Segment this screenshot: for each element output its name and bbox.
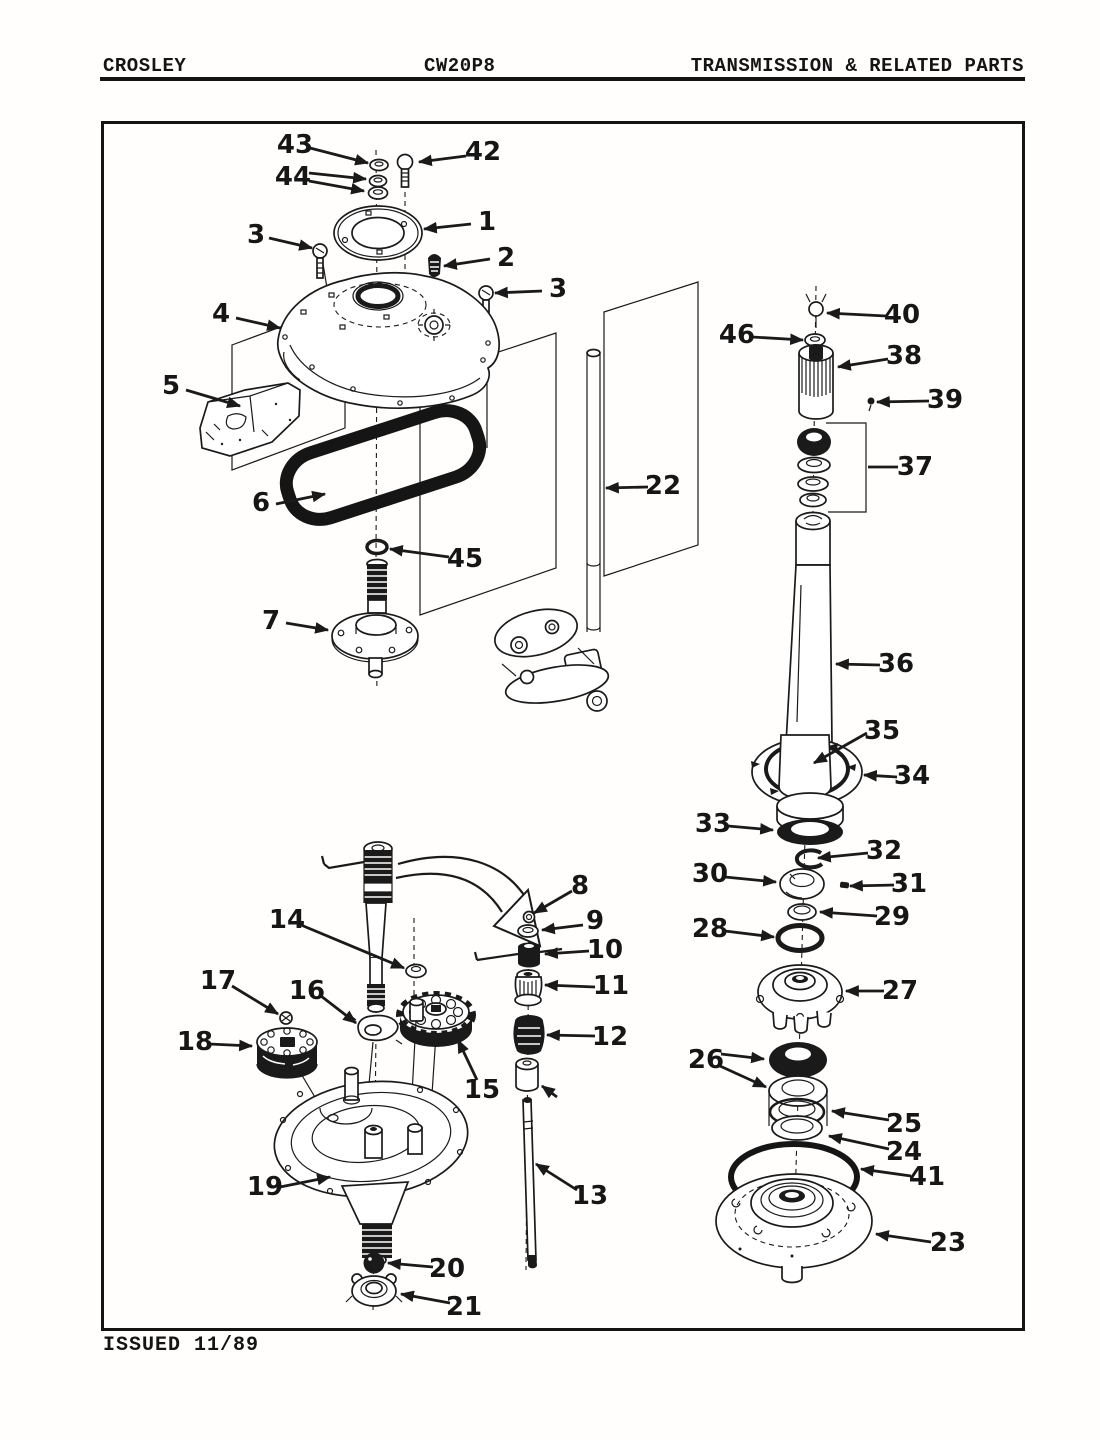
callout-number-11: 11 xyxy=(592,971,630,1001)
callout-number-35: 35 xyxy=(863,716,901,746)
callout-number-37: 37 xyxy=(896,452,934,482)
section-title: TRANSMISSION & RELATED PARTS xyxy=(690,55,1024,77)
callout-number-41: 41 xyxy=(908,1162,946,1192)
part-oring-28 xyxy=(778,926,822,951)
callout-number-4: 4 xyxy=(211,299,231,329)
callout-arrow-3 xyxy=(495,291,542,293)
callout-arrow-30 xyxy=(725,877,776,882)
callout-arrow-31 xyxy=(850,885,894,886)
callout-number-36: 36 xyxy=(877,649,915,679)
part-oring-45 xyxy=(367,541,387,554)
brand-title: CROSLEY xyxy=(103,55,187,77)
part-agitator-shaft xyxy=(322,842,392,1012)
callout-number-3: 3 xyxy=(246,220,266,250)
callout-arrow-41 xyxy=(861,1169,911,1176)
callout-number-19: 19 xyxy=(246,1172,284,1202)
part-washer-43 xyxy=(370,160,388,171)
callout-number-7: 7 xyxy=(261,606,281,636)
part-spline-coupling-38 xyxy=(799,344,833,419)
part-washer-9 xyxy=(518,925,538,937)
part-retainer-plate-16 xyxy=(351,1016,402,1045)
callout-arrow-46 xyxy=(752,337,803,340)
model-number: CW20P8 xyxy=(424,55,496,77)
callout-number-1: 1 xyxy=(477,207,497,237)
callout-number-25: 25 xyxy=(885,1109,923,1139)
part-yoke-assembly xyxy=(490,601,611,711)
part-clip-17 xyxy=(280,1012,292,1024)
callout-arrow-26 xyxy=(721,1054,764,1059)
callout-number-5: 5 xyxy=(161,371,181,401)
callout-arrow-3 xyxy=(269,238,312,248)
part-brake-rod-22 xyxy=(587,350,600,633)
callout-number-9: 9 xyxy=(585,906,605,936)
callout-arrow-23 xyxy=(876,1234,931,1242)
callout-arrow-20 xyxy=(388,1263,433,1267)
callout-number-15: 15 xyxy=(463,1075,501,1105)
callout-number-8: 8 xyxy=(570,871,590,901)
part-bolt-42 xyxy=(398,155,413,188)
issued-date: ISSUED 11/89 xyxy=(103,1334,260,1357)
callout-number-3: 3 xyxy=(548,274,568,304)
part-shift-shaft-13 xyxy=(523,1097,537,1268)
callout-number-42: 42 xyxy=(464,137,502,167)
callout-arrow-44 xyxy=(309,173,366,179)
callout-arrow-13 xyxy=(536,1164,577,1190)
part-cover-plate-1 xyxy=(334,206,422,260)
callout-arrow-26 xyxy=(720,1066,766,1087)
callout-number-6: 6 xyxy=(251,488,271,518)
part-spline-insert-11 xyxy=(515,970,542,1006)
callout-arrow-36 xyxy=(836,664,880,665)
callout-arrow-12 xyxy=(547,1035,595,1036)
callout-number-26: 26 xyxy=(687,1045,725,1075)
part-bearing-30 xyxy=(780,869,824,899)
callout-number-31: 31 xyxy=(890,869,928,899)
part-pin-31 xyxy=(840,882,850,889)
callout-number-33: 33 xyxy=(694,809,732,839)
callout-arrow-21 xyxy=(401,1294,450,1303)
part-gearcase-19 xyxy=(269,1068,474,1266)
part-ring-29 xyxy=(788,904,816,920)
callout-arrow-44 xyxy=(309,181,364,191)
callout-arrow-24 xyxy=(829,1136,889,1149)
callout-arrow-11 xyxy=(545,985,595,987)
callout-number-28: 28 xyxy=(691,914,729,944)
part-washers-44 xyxy=(369,176,388,200)
callout-number-40: 40 xyxy=(883,300,921,330)
callout-arrow-28 xyxy=(725,931,774,937)
part-gasket-6 xyxy=(278,402,487,528)
callout-number-14: 14 xyxy=(268,905,306,935)
callout-arrow-4 xyxy=(236,318,280,328)
callout-number-18: 18 xyxy=(176,1027,214,1057)
callout-arrow-38 xyxy=(838,359,888,367)
callout-arrow-33 xyxy=(728,826,773,830)
callout-number-30: 30 xyxy=(691,859,729,889)
callout-number-2: 2 xyxy=(496,243,516,273)
callout-arrow-16 xyxy=(321,996,356,1023)
callout-number-22: 22 xyxy=(644,471,682,501)
part-washer-14 xyxy=(406,965,426,978)
callout-arrow-7 xyxy=(286,623,328,630)
callout-number-16: 16 xyxy=(288,976,326,1006)
part-bearing-hub-27 xyxy=(757,965,844,1033)
part-seal-and-rings-26 xyxy=(769,1042,827,1140)
part-ball-20 xyxy=(364,1253,385,1274)
callout-number-45: 45 xyxy=(446,544,484,574)
callout-number-46: 46 xyxy=(718,320,756,350)
callout-number-39: 39 xyxy=(926,385,964,415)
callout-number-34: 34 xyxy=(893,761,931,791)
part-bearing-housing-23 xyxy=(716,1174,872,1283)
part-mount-flange-34 xyxy=(751,735,862,832)
callout-number-12: 12 xyxy=(591,1022,629,1052)
callout-arrow-2 xyxy=(444,259,490,266)
part-bearing-retainer-21 xyxy=(346,1274,402,1306)
part-spacer-cylinder xyxy=(516,1059,557,1098)
callout-number-24: 24 xyxy=(885,1137,923,1167)
callout-arrow-18 xyxy=(209,1044,252,1046)
part-setscrew-39 xyxy=(868,398,875,412)
callout-number-21: 21 xyxy=(445,1292,483,1322)
callout-arrow-15 xyxy=(458,1040,477,1080)
callout-arrow-29 xyxy=(820,912,877,916)
callout-arrow-43 xyxy=(310,148,368,163)
part-damper-pad-5 xyxy=(200,383,300,456)
callout-arrow-9 xyxy=(542,925,583,930)
callout-number-44: 44 xyxy=(274,162,312,192)
callout-arrow-17 xyxy=(232,986,278,1014)
callout-arrow-25 xyxy=(832,1111,889,1120)
part-clutch-drum-18 xyxy=(257,1028,317,1078)
callout-arrow-42 xyxy=(419,156,466,162)
callout-arrow-1 xyxy=(424,224,471,229)
part-seal-33 xyxy=(777,819,843,845)
callout-arrow-22 xyxy=(606,487,648,488)
callout-number-38: 38 xyxy=(885,341,923,371)
callout-number-10: 10 xyxy=(586,935,624,965)
callout-arrow-14 xyxy=(301,925,404,968)
part-gearcase-cover-4 xyxy=(278,273,499,408)
part-input-shaft-7 xyxy=(332,560,418,678)
callout-arrow-39 xyxy=(877,401,929,402)
callout-arrow-8 xyxy=(534,891,572,913)
part-roller-12 xyxy=(513,1015,544,1055)
part-nut-8 xyxy=(524,912,535,923)
callout-arrow-40 xyxy=(827,313,886,316)
part-seal-kit-37 xyxy=(797,423,866,512)
callout-number-32: 32 xyxy=(865,836,903,866)
callout-arrow-34 xyxy=(864,775,897,777)
callout-number-20: 20 xyxy=(428,1254,466,1284)
callout-number-13: 13 xyxy=(571,1181,609,1211)
callout-number-43: 43 xyxy=(276,130,314,160)
callout-number-23: 23 xyxy=(929,1228,967,1258)
callout-number-17: 17 xyxy=(199,966,237,996)
callout-number-29: 29 xyxy=(873,902,911,932)
callout-arrow-32 xyxy=(818,853,868,858)
callout-number-27: 27 xyxy=(881,976,919,1006)
part-drive-tube-36 xyxy=(786,513,832,745)
